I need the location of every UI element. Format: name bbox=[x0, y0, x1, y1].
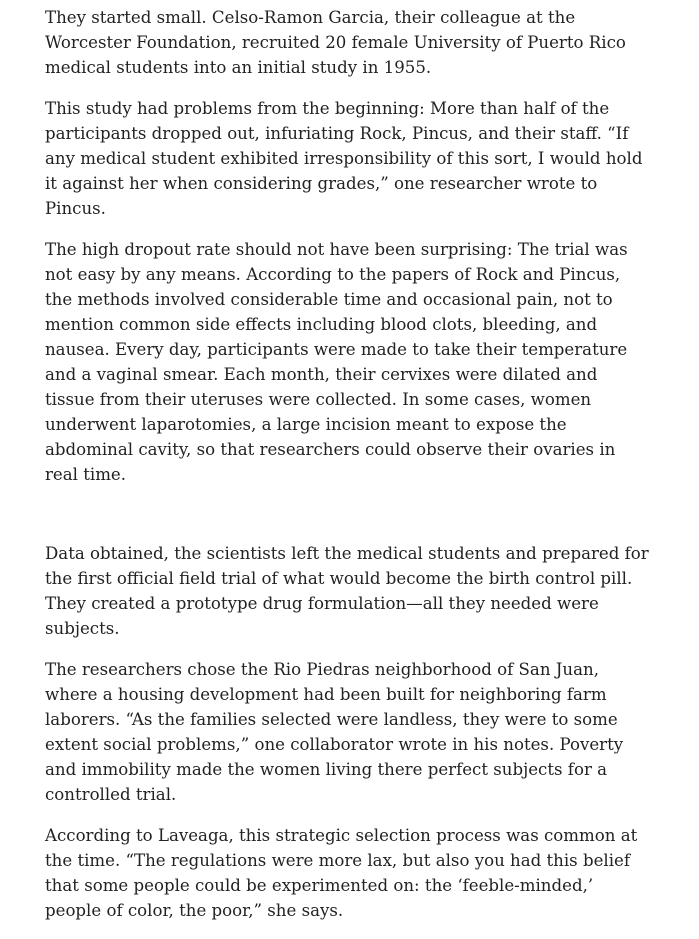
paragraph: According to Laveaga, this strategic selection process was common at the time. “The regulations were more lax, but also you had this belief that some people could be experimented on: the ‘feeble-minded,’ people of color, the poor,” she says. bbox=[45, 826, 638, 920]
paragraph: The high dropout rate should not have been surprising: The trial was not easy by any means. According to the papers of Rock and Pincus, the methods involved considerable time and occasional pain, not to mention common side effects including blood clots, bleeding, and nausea. Every day, participants were made to take their temperature and a vaginal smear. Each month, their cervixes were dilated and tissue from their uteruses were collected. In some cases, women underwent laparotomies, a large incision meant to expose the abdominal cavity, so that researchers could observe their ovaries in real time. bbox=[45, 240, 628, 484]
paragraph: They started small. Celso-Ramon Garcia, their colleague at the Worcester Foundation, recruited 20 female University of Puerto Rico medical students into an initial study in 1955. bbox=[45, 8, 626, 77]
section-spacer bbox=[45, 503, 650, 541]
paragraph: The researchers chose the Rio Piedras neighborhood of San Juan, where a housing development had been built for neighboring farm laborers. “As the families selected were landless, they were to some extent social problems,” one collaborator wrote in his notes. Poverty and immobility made the women living there perfect subjects for a controlled trial. bbox=[45, 660, 624, 804]
article-body bbox=[45, 5, 650, 939]
paragraph: This study had problems from the beginning: More than half of the participants dropped out, infuriating Rock, Pincus, and their staff. “If any medical student exhibited irresponsibility of this sort, I would hold it against her when considering grades,” one researcher wrote to Pincus. bbox=[45, 99, 643, 218]
paragraph: Data obtained, the scientists left the medical students and prepared for the first official field trial of what would become the birth control pill. They created a prototype drug formulation—all they needed were subjects. bbox=[45, 544, 649, 638]
